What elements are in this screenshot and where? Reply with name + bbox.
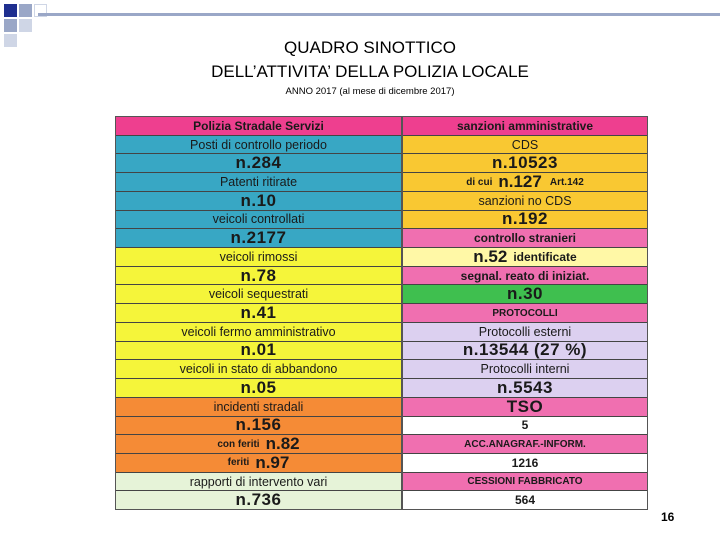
cell-text: sanzioni amministrative	[456, 118, 594, 133]
cell-text: TSO	[506, 397, 544, 416]
cell-text: n.05	[240, 379, 277, 397]
right-column-cell	[403, 454, 647, 473]
cell-text: Patenti ritirate	[219, 175, 298, 190]
right-column-cell	[403, 379, 647, 398]
left-column-cell	[116, 491, 401, 509]
cell-text: n.41	[240, 304, 277, 323]
right-column-cell	[403, 117, 647, 136]
cell-text: n.78	[240, 266, 277, 285]
cell-text: sanzioni no CDS	[478, 193, 572, 208]
left-column-cell	[116, 304, 401, 323]
right-column-cell	[403, 192, 647, 211]
header-rule	[38, 13, 720, 16]
cell-fragment: feriti	[227, 457, 250, 469]
cell-text: n.5543	[497, 379, 553, 397]
cell-fragment: n.97	[255, 453, 290, 472]
left-column-cell	[116, 360, 401, 379]
cell-text: n.156	[235, 416, 282, 435]
cell-text: incidenti stradali	[213, 399, 304, 414]
cell-text: Posti di controllo periodo	[190, 137, 327, 152]
left-column-cell	[116, 173, 401, 192]
cell-text: rapporti di intervento vari	[189, 474, 328, 489]
left-column-cell	[116, 192, 401, 211]
left-column-cell	[116, 323, 401, 342]
right-column-cell	[403, 173, 647, 192]
cell-text: n.284	[235, 154, 282, 173]
cell-text: 564	[514, 493, 536, 508]
cell-text: n.10523	[492, 154, 558, 173]
cell-text: ACC.ANAGRAF.-INFORM.	[464, 438, 586, 450]
left-column-cell	[116, 154, 401, 173]
page-title-line1: QUADRO SINOTTICO	[284, 38, 456, 57]
cell-fragment: n.52	[473, 248, 508, 266]
right-column-cell	[403, 491, 647, 509]
left-column-cell	[116, 229, 401, 248]
right-column-cell	[403, 398, 647, 417]
left-column-cell	[116, 285, 401, 304]
left-column-cell	[116, 454, 401, 473]
left-column-cell	[116, 342, 401, 361]
left-column-cell	[116, 117, 401, 136]
cell-text: controllo stranieri	[473, 231, 577, 246]
cell-text: n.13544 (27 %)	[462, 341, 588, 360]
cell-text: segnal. reato di iniziat.	[460, 268, 590, 283]
cell-text: veicoli controllati	[212, 212, 305, 227]
right-column-cell	[403, 304, 647, 323]
left-column-cell	[116, 473, 401, 492]
right-column-cell	[403, 136, 647, 155]
cell-text: Protocolli interni	[480, 362, 570, 377]
cell-text: n.10	[240, 191, 277, 210]
right-column-cell	[403, 267, 647, 286]
cell-fragment: identificate	[513, 249, 577, 264]
right-column-cell	[403, 473, 647, 492]
left-column-cell	[116, 267, 401, 286]
corner-square	[19, 4, 32, 17]
cell-fragment: con feriti	[217, 438, 260, 450]
summary-table-image	[112, 104, 648, 511]
cell-fragment: n.82	[265, 435, 300, 454]
cell-text: n.736	[235, 491, 282, 510]
corner-square	[19, 19, 32, 32]
cell-text: PROTOCOLLI	[492, 307, 558, 319]
right-column-cell	[403, 323, 647, 342]
cell-fragment: Art.142	[549, 176, 584, 188]
corner-square	[4, 4, 17, 17]
cell-text: veicoli fermo amministrativo	[181, 324, 336, 339]
decorative-corner	[0, 0, 720, 40]
page-title-line2: DELL’ATTIVITA’ DELLA POLIZIA LOCALE	[211, 62, 529, 81]
right-column-cell	[403, 229, 647, 248]
left-column-cell	[116, 248, 401, 267]
right-column-cell	[403, 435, 647, 454]
cell-fragment: di cui	[466, 176, 493, 188]
cell-text: veicoli in stato di abbandono	[179, 362, 338, 377]
right-column-cell	[403, 248, 647, 267]
left-column-cell	[116, 211, 401, 230]
cell-text: Protocolli esterni	[478, 324, 572, 339]
cell-text: n.01	[240, 341, 277, 360]
cell-text: veicoli sequestrati	[208, 287, 309, 302]
cell-text: n.30	[506, 285, 544, 304]
cell-text: n.192	[502, 210, 548, 229]
right-column-cell	[403, 211, 647, 230]
cell-text: 5	[521, 418, 529, 433]
right-column-cell	[403, 154, 647, 173]
corner-square	[4, 19, 17, 32]
right-column-cell	[403, 285, 647, 304]
page-subtitle: ANNO 2017 (al mese di dicembre 2017)	[285, 86, 455, 97]
cell-text: Polizia Stradale Servizi	[193, 118, 324, 133]
left-column-cell	[116, 398, 401, 417]
cell-text: 1216	[511, 455, 539, 470]
cell-text: n.2177	[230, 229, 287, 248]
cell-fragment: n.127	[498, 173, 542, 192]
left-column-cell	[116, 435, 401, 454]
left-column-cell	[116, 136, 401, 155]
left-column-cell	[116, 379, 401, 398]
cell-text: veicoli rimossi	[219, 249, 298, 264]
cell-text: CESSIONI FABBRICATO	[467, 476, 583, 488]
left-column-cell	[116, 417, 401, 436]
right-column-cell	[403, 342, 647, 361]
right-column-cell	[403, 417, 647, 436]
cell-text: CDS	[511, 137, 539, 152]
left-column	[115, 116, 402, 510]
right-column-cell	[403, 360, 647, 379]
page-number: 16	[661, 510, 675, 524]
right-column	[402, 116, 648, 510]
